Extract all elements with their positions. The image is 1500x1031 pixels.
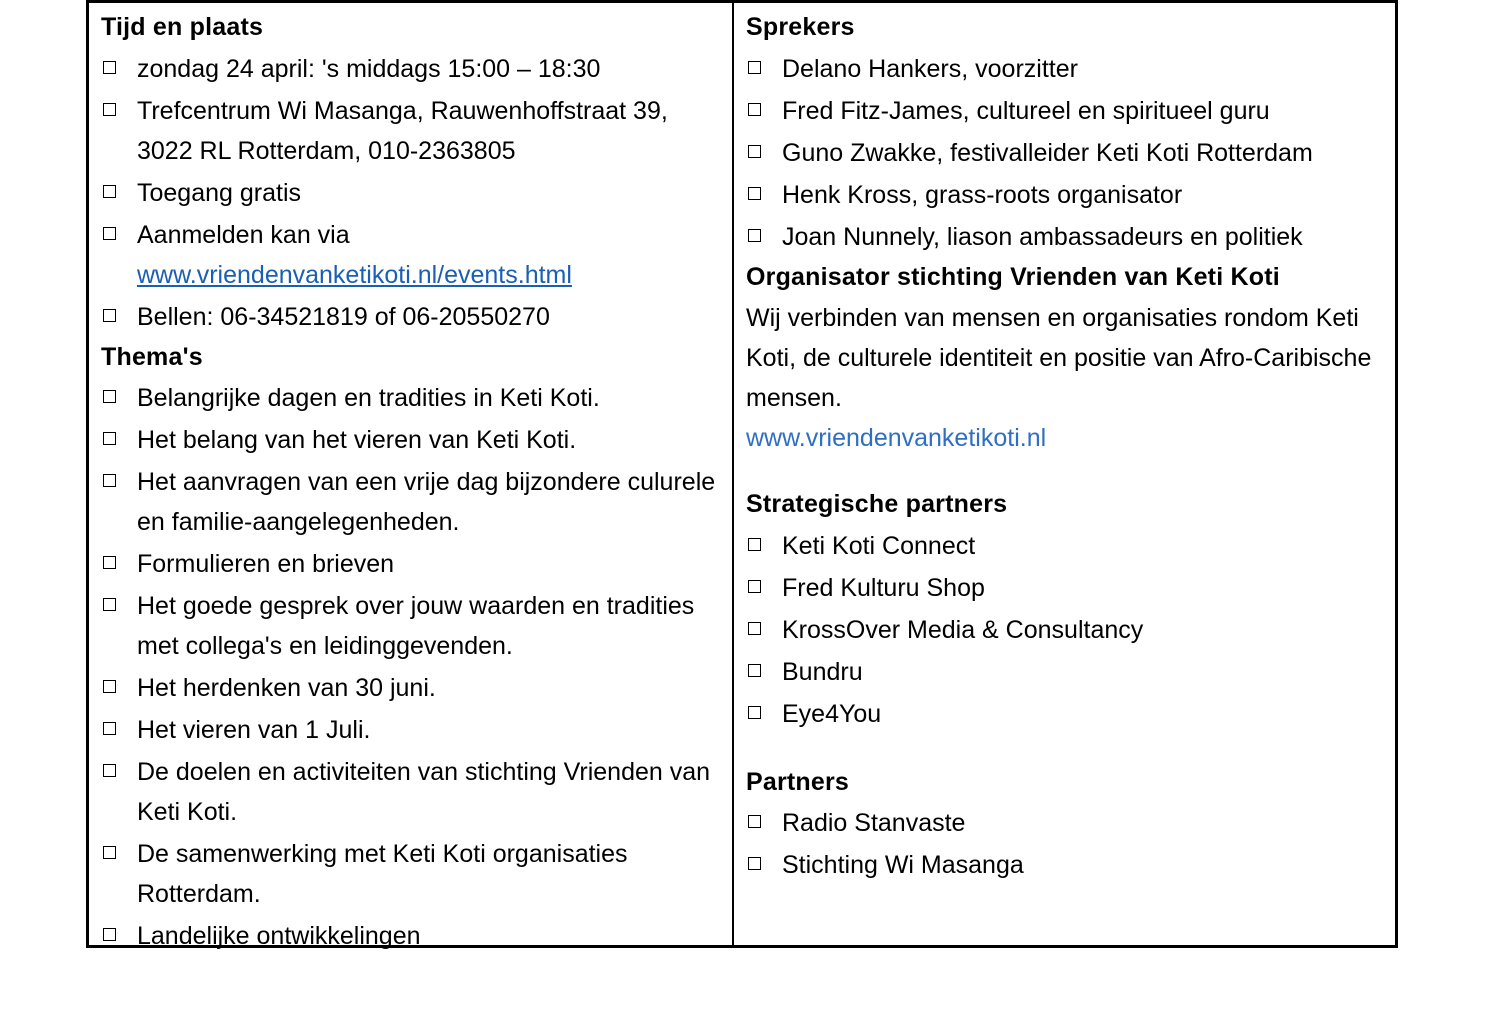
signup-link[interactable]: www.vriendenvanketikoti.nl/events.html bbox=[137, 260, 572, 289]
checkbox-icon bbox=[103, 722, 116, 735]
checkbox-icon bbox=[748, 815, 761, 828]
list-item-label: Toegang gratis bbox=[137, 178, 302, 207]
checkbox-icon bbox=[103, 598, 116, 611]
section-title-sprekers: Sprekers bbox=[746, 13, 855, 41]
checkbox-icon bbox=[748, 145, 761, 158]
list-item bbox=[101, 462, 720, 542]
list-item-label: Het vieren van 1 Juli. bbox=[137, 716, 371, 744]
checkbox-icon bbox=[748, 229, 761, 242]
list-item bbox=[746, 652, 1383, 692]
list-item bbox=[746, 175, 1383, 215]
checkbox-icon bbox=[103, 61, 116, 74]
section-title-partners: Partners bbox=[746, 767, 850, 796]
checkbox-icon bbox=[103, 227, 116, 240]
list-item bbox=[101, 752, 720, 832]
list-item bbox=[746, 845, 1383, 885]
checkbox-icon bbox=[103, 309, 116, 322]
checkbox-icon bbox=[103, 390, 116, 403]
list-item bbox=[101, 173, 720, 213]
list-item-label: zondag 24 april: 's middags 15:00 – 18:30 bbox=[137, 54, 601, 83]
spacer bbox=[746, 458, 1383, 486]
list-item-label: Fred Kulturu Shop bbox=[782, 573, 985, 602]
list-item bbox=[101, 49, 720, 89]
list-item-label: Radio Stanvaste bbox=[782, 809, 966, 837]
themas-list bbox=[101, 378, 720, 956]
list-item-label: Het belang van het vieren van Keti Koti. bbox=[137, 426, 577, 454]
checkbox-icon bbox=[748, 622, 761, 635]
speakers-list bbox=[746, 49, 1383, 257]
list-item bbox=[101, 420, 720, 460]
list-item-label: Aanmelden kan via bbox=[137, 220, 350, 249]
left-column bbox=[89, 3, 734, 950]
list-item bbox=[746, 610, 1383, 650]
right-column bbox=[734, 3, 1395, 945]
list-item bbox=[746, 91, 1383, 131]
list-item bbox=[101, 215, 720, 295]
list-item-label: Joan Nunnely, liason ambassadeurs en politiek bbox=[782, 222, 1303, 251]
list-item-label: Belangrijke dagen en tradities in Keti Koti. bbox=[137, 384, 600, 412]
checkbox-icon bbox=[103, 764, 116, 777]
list-item-label: Henk Kross, grass-roots organisator bbox=[782, 180, 1183, 209]
checkbox-icon bbox=[748, 61, 761, 74]
spacer bbox=[746, 736, 1383, 764]
list-item bbox=[101, 586, 720, 666]
list-item-label: Het aanvragen van een vrije dag bijzondere culurele en familie-aangelegenheden. bbox=[137, 468, 716, 536]
list-item bbox=[101, 834, 720, 914]
checkbox-icon bbox=[103, 474, 116, 487]
list-item-label: Delano Hankers, voorzitter bbox=[782, 54, 1078, 83]
list-item-label: Fred Fitz-James, cultureel en spiritueel guru bbox=[782, 96, 1270, 125]
checkbox-icon bbox=[103, 928, 116, 941]
list-item-label: Guno Zwakke, festivalleider Keti Koti Rotterdam bbox=[782, 138, 1313, 167]
list-item bbox=[101, 91, 720, 171]
list-item bbox=[746, 217, 1383, 257]
list-item-label: KrossOver Media & Consultancy bbox=[782, 615, 1144, 644]
list-item bbox=[101, 916, 720, 956]
list-item-label: Bellen: 06-34521819 of 06-20550270 bbox=[137, 302, 550, 331]
list-item-label: Bundru bbox=[782, 657, 863, 686]
list-item-label: Het herdenken van 30 juni. bbox=[137, 674, 436, 702]
organiser-description: Wij verbinden van mensen en organisaties rondom Keti Koti, de culturele identiteit en positie van Afro-Caribische mensen. bbox=[746, 304, 1372, 412]
checkbox-icon bbox=[748, 538, 761, 551]
list-item-label: Keti Koti Connect bbox=[782, 531, 976, 560]
checkbox-icon bbox=[103, 846, 116, 859]
list-item-label: Formulieren en brieven bbox=[137, 550, 395, 578]
list-item bbox=[746, 133, 1383, 173]
section-title-tijd-en-plaats: Tijd en plaats bbox=[101, 13, 264, 41]
list-item bbox=[101, 378, 720, 418]
strategic-partners-list bbox=[746, 526, 1383, 734]
checkbox-icon bbox=[103, 556, 116, 569]
checkbox-icon bbox=[103, 432, 116, 445]
checkbox-icon bbox=[103, 103, 116, 116]
checkbox-icon bbox=[748, 103, 761, 116]
list-item-label: Stichting Wi Masanga bbox=[782, 851, 1024, 879]
checkbox-icon bbox=[748, 706, 761, 719]
list-item-label: Trefcentrum Wi Masanga, Rauwenhoffstraat 39, 3022 RL Rotterdam, 010-2363805 bbox=[137, 96, 668, 165]
list-item bbox=[746, 568, 1383, 608]
partners-list bbox=[746, 803, 1383, 885]
checkbox-icon bbox=[748, 187, 761, 200]
organiser-website-link[interactable]: www.vriendenvanketikoti.nl bbox=[746, 424, 1047, 452]
list-item bbox=[746, 49, 1383, 89]
list-item bbox=[101, 710, 720, 750]
list-item bbox=[746, 526, 1383, 566]
section-title-organisator: Organisator stichting Vrienden van Keti Koti bbox=[746, 262, 1280, 291]
list-item-label: Landelijke ontwikkelingen bbox=[137, 922, 421, 950]
list-item bbox=[101, 544, 720, 584]
list-item bbox=[746, 803, 1383, 843]
checkbox-icon bbox=[103, 185, 116, 198]
checkbox-icon bbox=[748, 857, 761, 870]
list-item-label: Eye4You bbox=[782, 699, 882, 728]
checkbox-icon bbox=[103, 680, 116, 693]
list-item-label: De samenwerking met Keti Koti organisaties Rotterdam. bbox=[137, 840, 628, 908]
tijd-en-plaats-list bbox=[101, 49, 720, 337]
checkbox-icon bbox=[748, 664, 761, 677]
section-title-themas: Thema's bbox=[101, 342, 203, 371]
list-item-label: De doelen en activiteiten van stichting Vrienden van Keti Koti. bbox=[137, 758, 711, 826]
list-item bbox=[101, 668, 720, 708]
list-item-label: Het goede gesprek over jouw waarden en tradities met collega's en leidinggevenden. bbox=[137, 592, 695, 660]
list-item bbox=[746, 694, 1383, 734]
section-title-strategische-partners: Strategische partners bbox=[746, 490, 1008, 518]
info-box bbox=[86, 0, 1398, 948]
checkbox-icon bbox=[748, 580, 761, 593]
list-item bbox=[101, 297, 720, 337]
